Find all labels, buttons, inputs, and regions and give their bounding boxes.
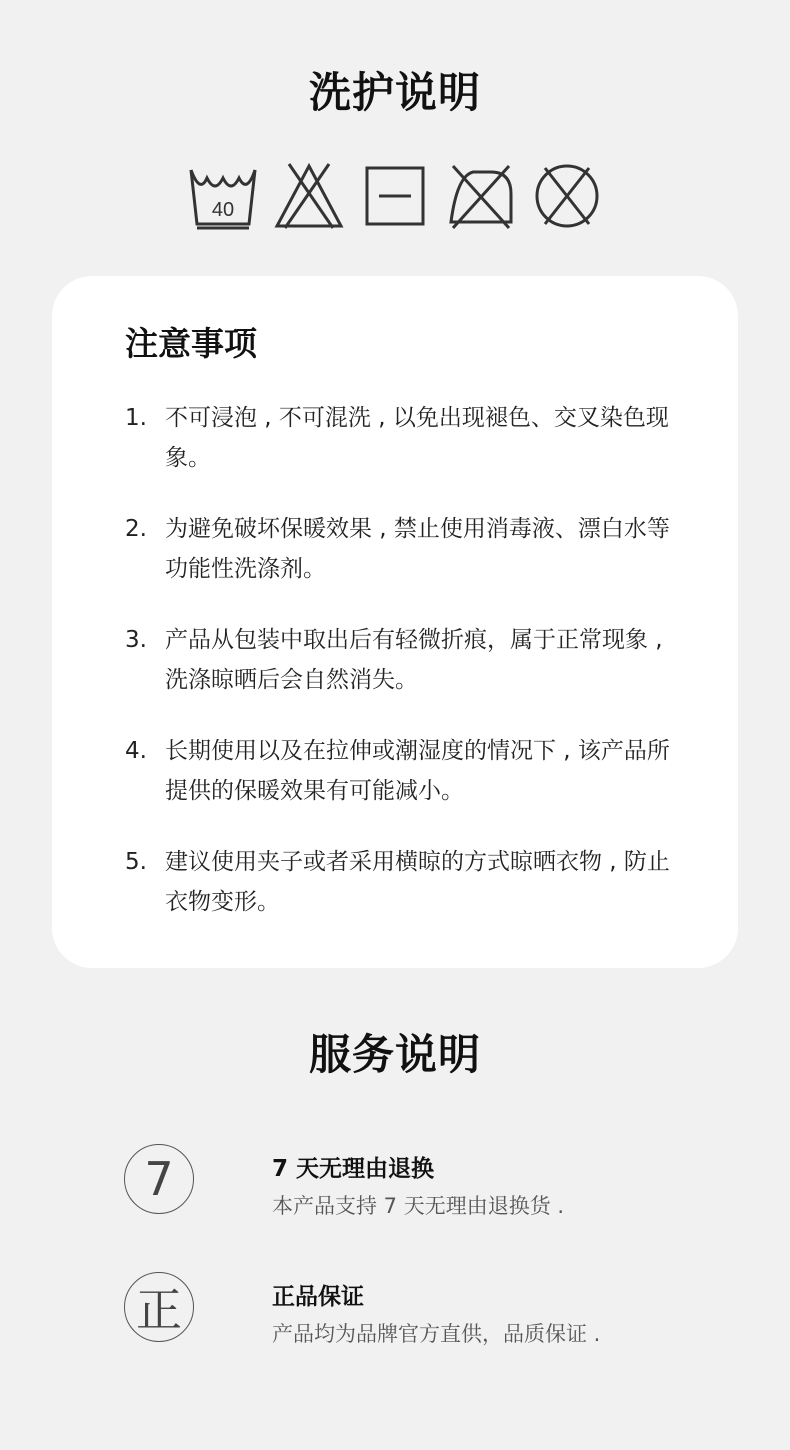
- seven-day-return-icon: 7: [124, 1144, 194, 1214]
- wash-temp-label: 40: [211, 199, 235, 221]
- wash-40-icon: [187, 160, 259, 232]
- note-number: 4.: [125, 738, 147, 764]
- note-number: 5.: [125, 849, 147, 875]
- list-item: [125, 842, 685, 922]
- genuine-icon: 正: [124, 1272, 194, 1342]
- note-number: 2.: [125, 516, 147, 542]
- note-number: 3.: [125, 627, 147, 653]
- do-not-bleach-icon: [273, 160, 345, 232]
- list-item: [125, 731, 685, 811]
- list-item: [125, 398, 685, 478]
- note-text: 产品从包装中取出后有轻微折痕，属于正常现象 , 洗涤晾晒后会自然消失。: [165, 627, 663, 693]
- note-text: 长期使用以及在拉伸或潮湿度的情况下 , 该产品所提供的保暖效果有可能减小。: [165, 738, 670, 804]
- note-text: 为避免破坏保暖效果 , 禁止使用消毒液、漂白水等功能性洗涤剂。: [165, 516, 670, 582]
- tumble-dry-flat-icon: [359, 160, 431, 232]
- service-desc-genuine: 产品均为品牌官方直供，品质保证 .: [272, 1322, 601, 1346]
- notes-list: [125, 398, 685, 953]
- service-item-genuine: [124, 1272, 684, 1346]
- care-icons-row: [0, 160, 790, 232]
- list-item: [125, 509, 685, 589]
- service-title-genuine: 正品保证: [272, 1284, 364, 1310]
- note-text: 建议使用夹子或者采用横晾的方式晾晒衣物 , 防止衣物变形。: [165, 849, 670, 915]
- note-number: 1.: [125, 405, 147, 431]
- service-title: 服务说明: [308, 1030, 481, 1079]
- list-item: [125, 620, 685, 700]
- care-title: 洗护说明: [308, 68, 481, 117]
- notes-heading: 注意事项: [125, 324, 257, 363]
- do-not-iron-icon: [445, 160, 517, 232]
- service-item-return: [124, 1144, 684, 1218]
- service-title-return: 7 天无理由退换: [272, 1156, 435, 1182]
- note-text: 不可浸泡 , 不可混洗 , 以免出现褪色、交叉染色现象。: [165, 405, 669, 471]
- notes-card: [52, 276, 738, 968]
- service-desc-return: 本产品支持 7 天无理由退换货 .: [272, 1194, 565, 1218]
- do-not-dry-clean-icon: [531, 160, 603, 232]
